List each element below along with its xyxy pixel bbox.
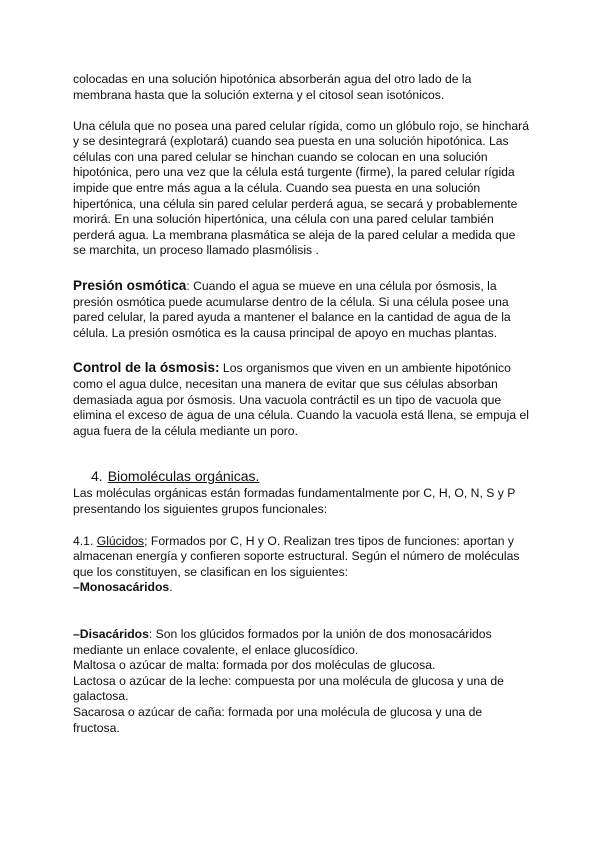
paragraph-glucidos bbox=[73, 534, 530, 581]
paragraph-control-osmosis bbox=[73, 360, 530, 439]
term-glucidos: Glúcidos bbox=[96, 533, 145, 548]
monosacaridos-suffix: . bbox=[169, 580, 173, 595]
term-monosacaridos: –Monosacáridos bbox=[73, 580, 170, 595]
text-control-osmosis: Los organismos que viven en un ambiente hipotónico como el agua dulce, necesitan una manera de evitar que sus células absorban demasiada agua por ósmosis. Una vacuola contráctil es un tipo de vacuola que elimina el exceso de agua de una célula. Cuando la vacuola está llena, se empuja el agua fuera de la célula mediante un poro. bbox=[73, 361, 529, 438]
term-disacaridos: –Disacáridos bbox=[73, 626, 149, 641]
section-number: 4. bbox=[91, 468, 103, 485]
paragraph-cell-wall: Una célula que no posea una pared celular rígida, como un glóbulo rojo, se hinchará y se desintegrará (explotará) cuando sea puesta en una solución hipotónica. Las células con una pared celular se hinchan cuando se colocan en una solución hipotónica, pero una vez que la célula está turgente (firme), la pared celular rígida impide que entre más agua a la célula. Cuando sea puesta en una solución hipertónica, una célula sin pared celular perderá agua, se secará y probablemente morirá. En una solución hipertónica, una célula con una pared celular también perderá agua. La membrana plasmática se aleja de la pared celular a medida que se marchita, un proceso llamado plasmólisis . bbox=[73, 118, 529, 258]
text-glucidos: ; Formados por C, H y O. Realizan tres tipos de funciones: aportan y almacenan energía y confieren soporte estructural. Según el número de moléculas que los constituyen, se clasifican en los siguientes: bbox=[73, 533, 520, 579]
line-lactosa: Lactosa o azúcar de la leche: compuesta por una molécula de glucosa y una de galactosa. bbox=[73, 673, 504, 704]
paragraph-moleculas-organicas: Las moléculas orgánicas están formadas fundamentalmente por C, H, O, N, S y P presentando los siguientes grupos funcionales: bbox=[73, 486, 516, 516]
item-monosacaridos bbox=[73, 580, 530, 596]
line-maltosa: Maltosa o azúcar de malta: formada por dos moléculas de glucosa. bbox=[73, 658, 436, 673]
item-disacaridos bbox=[73, 627, 530, 658]
paragraph-presion-osmotica bbox=[73, 278, 530, 341]
text-disacaridos: : Son los glúcidos formados por la unión de dos monosacáridos mediante un enlace covalente, el enlace glucosídico. bbox=[73, 626, 492, 657]
glucidos-number: 4.1. bbox=[73, 533, 97, 548]
paragraph-intro: colocadas en una solución hipotónica absorberán agua del otro lado de la membrana hasta que la solución externa y el citosol sean isotónicos. bbox=[73, 72, 472, 102]
section-title: Biomoléculas orgánicas. bbox=[107, 468, 260, 485]
term-control-osmosis: Control de la ósmosis: bbox=[73, 360, 220, 376]
line-sacarosa: Sacarosa o azúcar de caña: formada por una molécula de glucosa y una de fructosa. bbox=[73, 704, 483, 735]
section-heading-biomoleculas bbox=[73, 468, 530, 485]
text-presion-osmotica: : Cuando el agua se mueve en una célula por ósmosis, la presión osmótica puede acumularse dentro de la célula. Si una célula posee una pared celular, la pared ayuda a mantener el balance en la cantidad de agua de la célula. La presión osmótica es la causa principal de apoyo en muchas plantas. bbox=[73, 279, 511, 340]
term-presion-osmotica: Presión osmótica bbox=[73, 278, 187, 294]
